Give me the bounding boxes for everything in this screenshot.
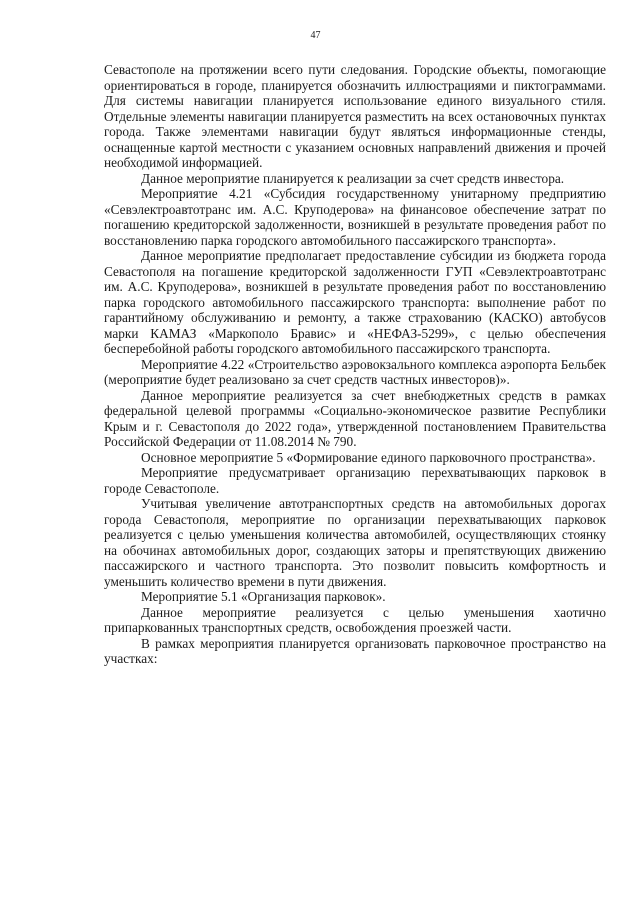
paragraph-main-measure-5: Основное мероприятие 5 «Формирование единого парковочного пространства».: [141, 449, 596, 465]
document-body: [104, 62, 606, 667]
page-number: 47: [310, 30, 321, 41]
paragraph-parking-rationale: Учитывая увеличение автотранспортных средств на автомобильных дорогах города Севастополя, мероприятие по организации перехватывающих парковок реализуется с целью уменьшения количества автомобилей, осуществляющих стоянку на обочинах автомобильных дорог, создающих заторы и препятствующих движению пассажирского и частного транспорта. Это позволит повысить комфортность и уменьшить количество времени в пути движения.: [104, 496, 606, 589]
paragraph-measure-5-1: Мероприятие 5.1 «Организация парковок».: [141, 589, 386, 604]
paragraph-investor-funding: Данное мероприятие планируется к реализации за счет средств инвестора.: [141, 170, 565, 186]
paragraph-extrabudgetary-funding: Данное мероприятие реализуется за счет внебюджетных средств в рамках федеральной целевой программы «Социально-экономическое развитие Республики Крым и г. Севастополя до 2022 года», утвержденной постановлением Правительства Российской Федерации от 11.08.2014 № 790.: [104, 387, 606, 449]
paragraph-navigation-system: Севастополе на протяжении всего пути следования. Городские объекты, помогающие ориентироваться в городе, планируется обозначить иллюстрациями и пиктограммами. Для системы навигации планируется использование единого визуального стиля. Отдельные элементы навигации планируется разместить на всех остановочных пунктах города. Также элементами навигации будут являться информационные стенды, оснащенные картой местности с указанием основных направлений движения и прочей необходимой информацией.: [104, 62, 606, 170]
paragraph-subsidy-description: Данное мероприятие предполагает предоставление субсидии из бюджета города Севастополя на погашение кредиторской задолженности ГУП «Севэлектроавтотранс им. А.С. Круподерова», возникшей в результате проведения работ по восстановлению парка городского автомобильного пассажирского транспорта: выполнение работ по гарантийному обслуживанию и ремонту, а также страхованию (КАСКО) автобусов марки КАМАЗ «Маркополо Бравис» и «НЕФАЗ-5299», с целью обеспечения бесперебойной работы городского автомобильного пассажирского транспорта.: [104, 248, 606, 356]
paragraph-parking-areas: В рамках мероприятия планируется организовать парковочное пространство на участках:: [104, 635, 606, 666]
paragraph-intercept-parking: Мероприятие предусматривает организацию перехватывающих парковок в городе Севастополе.: [104, 465, 606, 496]
paragraph-chaotic-parking: Данное мероприятие реализуется с целью уменьшения хаотично припаркованных транспортных средств, освобождения проезжей части.: [104, 604, 606, 635]
paragraph-measure-4-21: Мероприятие 4.21 «Субсидия государственному унитарному предприятию «Севэлектроавтотранс им. А.С. Круподерова» на финансовое обеспечение затрат по погашению кредиторской задолженности, возникшей в результате проведения работ по восстановлению парка городского автомобильного пассажирского транспорта».: [104, 186, 606, 248]
paragraph-measure-4-22: Мероприятие 4.22 «Строительство аэровокзального комплекса аэропорта Бельбек (мероприятие будет реализовано за счет средств частных инвесторов)».: [104, 356, 606, 387]
